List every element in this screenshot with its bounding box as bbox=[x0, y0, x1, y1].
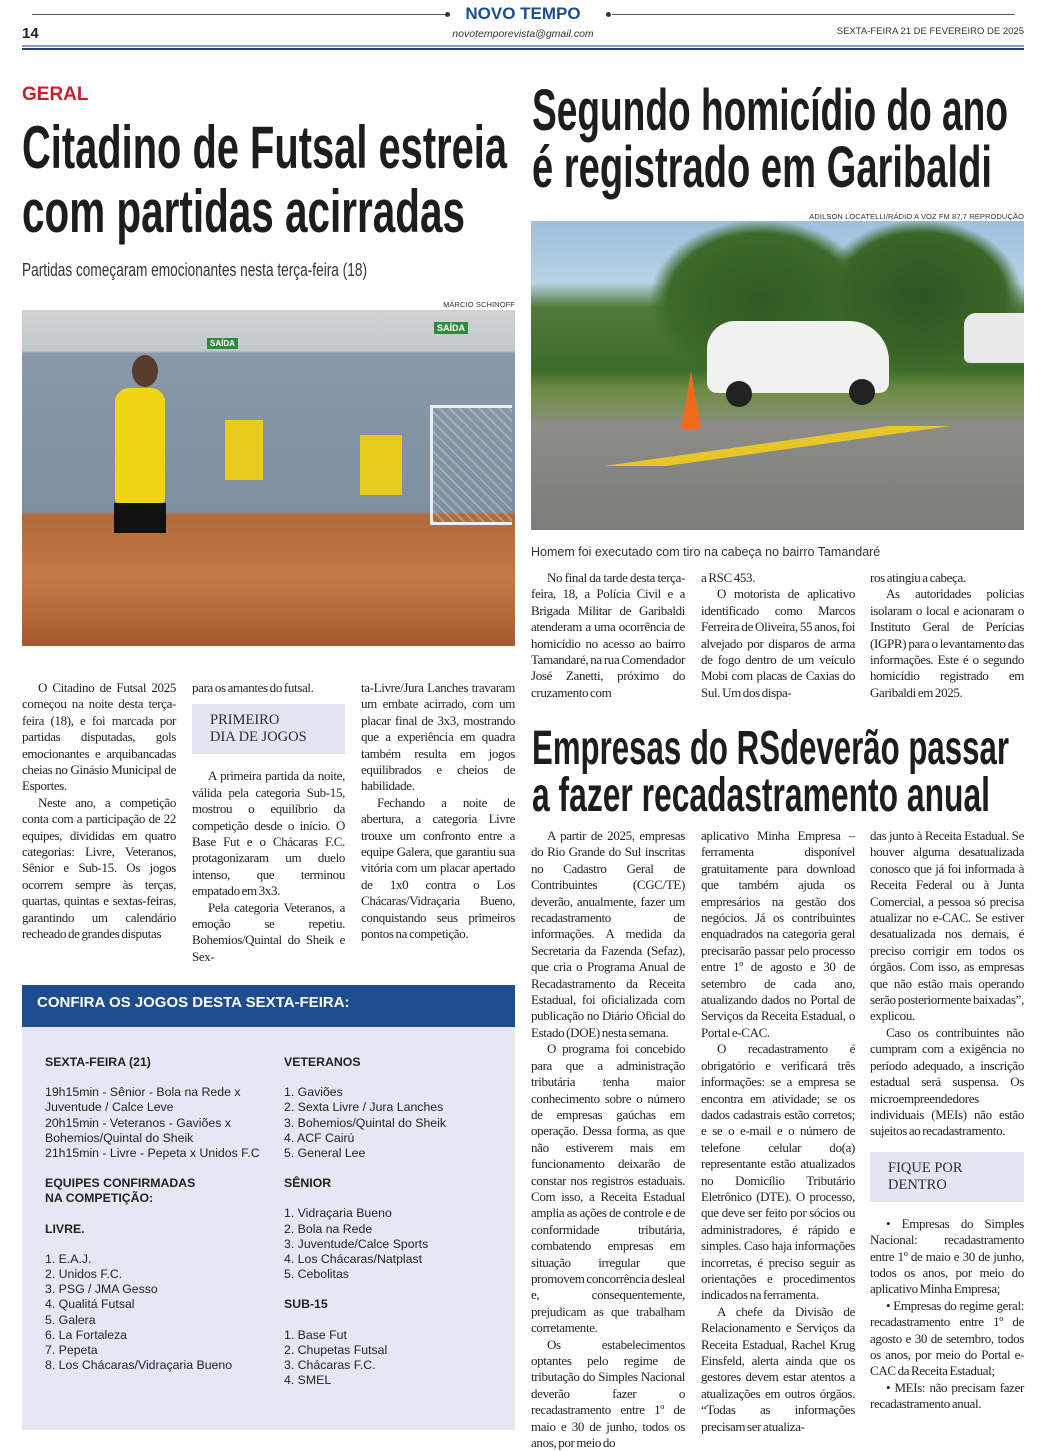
paragraph: Caso os contribuintes não cumpram com a exigência no período adequado, a inscrição estadual será suspensa. Os microempreendedores individuais (MEIs) não estão sujeitos ao recadastramento. bbox=[870, 1024, 1024, 1139]
list-item: 5. General Lee bbox=[284, 1146, 366, 1161]
photo-credit: ADILSON LOCATELLI/RÁDIO A VOZ FM 87,7 REPRODUÇÃO bbox=[809, 212, 1024, 221]
exit-sign: SAÍDA bbox=[207, 338, 238, 349]
list-item: 1. Base Fut bbox=[284, 1327, 347, 1342]
empresas-column bbox=[531, 828, 685, 1451]
list-item: 19h15min - Sênior - Bola na Rede x bbox=[45, 1085, 241, 1100]
list-item: 7. Pepeta bbox=[45, 1343, 98, 1358]
paragraph: A partir de 2025, empresas do Rio Grande do Sul inscritas no Cadastro Geral de Contribuintes (CGC/TE) deverão, anualmente, fazer um recadastramento de informações. A medida da Secretaria da Fazenda (Sefaz), que cria o Programa Anual de Recadastramento da Receita Estadual, foi oficializada com publicação no Diário Oficial do Estado (DOE) nesta semana. bbox=[531, 828, 685, 1040]
paragraph: No final da tarde desta terça-feira, 18, a Polícia Civil e a Brigada Militar de Garibaldi atenderam a uma ocorrência de homicídio no acesso ao bairro Tamandaré, na rua Comendador José Zanetti, próximo do cruzamento com bbox=[531, 570, 685, 700]
futsal-photo bbox=[22, 310, 515, 646]
rule-dot bbox=[445, 12, 450, 17]
list-item: 1. E.A.J. bbox=[45, 1251, 92, 1266]
homicide-headline bbox=[532, 78, 1022, 200]
rule-right bbox=[612, 14, 1015, 15]
headline-line: Segundo homicídio do ano bbox=[532, 78, 1008, 143]
paragraph: a RSC 453. bbox=[701, 570, 756, 585]
list-item: Juventude / Calce Leve bbox=[45, 1100, 174, 1115]
crime-scene-photo bbox=[531, 221, 1024, 530]
section-label: GERAL bbox=[22, 84, 89, 105]
bullet-item: • Empresas do regime geral: recadastramento entre 1º de agosto e 30 de setembro, todos os anos, por meio do Portal e-CAC da Receita Estadual; bbox=[870, 1297, 1024, 1379]
list-item: 1. Vidraçaria Bueno bbox=[284, 1206, 392, 1221]
empresas-column bbox=[870, 828, 1024, 1413]
headline-line: é registrado em Garibaldi bbox=[532, 135, 992, 200]
futsal-subheadline bbox=[22, 258, 382, 282]
paragraph: O motorista de aplicativo identificado como Marcos Ferreira de Oliveira, 55 anos, foi alvejado por disparos de arma de fogo dentro de um veículo Mobi com placas de Caxias do Sul. Um dos dispa- bbox=[701, 586, 855, 700]
list-item: 5. Galera bbox=[45, 1312, 96, 1327]
list-item: 2. Sexta Livre / Jura Lanches bbox=[284, 1100, 444, 1115]
subhead-line: FIQUE POR bbox=[888, 1159, 963, 1176]
empresas-column bbox=[701, 828, 855, 1435]
paragraph: A primeira partida da noite, válida pela categoria Sub-15, mostrou o equilíbrio da competição desde o início. O Base Fut e o Chácaras F.C. protagonizaram um duelo intenso, que terminou empatado em 3x3. bbox=[192, 768, 345, 899]
goal-net bbox=[430, 405, 512, 525]
list-item: 3. Bohemios/Quintal do Sheik bbox=[284, 1115, 447, 1130]
list-item: 4. Los Chácaras/Natplast bbox=[284, 1252, 423, 1267]
sub15-heading: SUB-15 bbox=[284, 1297, 328, 1312]
subhead-line: DENTRO bbox=[888, 1176, 947, 1193]
games-box-title: CONFIRA OS JOGOS DESTA SEXTA-FEIRA: bbox=[22, 985, 515, 1027]
list-item: 3. PSG / JMA Gesso bbox=[45, 1282, 158, 1297]
player-shorts bbox=[114, 503, 166, 533]
list-item: 3. Juventude/Calce Sports bbox=[284, 1236, 429, 1251]
bullet-item: • Empresas do Simples Nacional: recadastramento entre 1º de maio e 30 de junho, todos os anos, por meio do aplicativo Minha Empresa; bbox=[870, 1215, 1024, 1297]
veteranos-heading: VETERANOS bbox=[284, 1055, 361, 1069]
list-item: EQUIPES CONFIRMADAS bbox=[45, 1176, 196, 1191]
list-item: 2. Bola na Rede bbox=[284, 1221, 373, 1236]
traffic-cone bbox=[681, 371, 701, 429]
paragraph: Os estabelecimentos optantes pelo regime de tributação do Simples Nacional deverão fazer o recadastramento entre 1º de maio e 30 de junho, todos os anos, por meio do bbox=[531, 1336, 685, 1451]
sub15-list bbox=[284, 1328, 504, 1389]
list-item: 1. Gaviões bbox=[284, 1085, 343, 1100]
paragraph: O Citadino de Futsal 2025 começou na noite desta terça-feira (18), e foi marcada por partidas disputadas, gols emocionantes e arquibancadas cheias no Ginásio Municipal de Esportes. bbox=[22, 680, 176, 794]
player bbox=[360, 435, 402, 495]
subhead-box bbox=[192, 704, 345, 754]
headline-line: com partidas acirradas bbox=[22, 178, 465, 245]
paragraph: Fechando a noite de abertura, a categoria Livre trouxe um confronto entre a equipe Galera, que garantiu sua vitória com um placar apertado de 1x0 contra o Los Chácaras/Vidraçaria Bueno, conquistando seus primeiros pontos na competição. bbox=[361, 794, 515, 942]
list-item: 4. Qualitá Futsal bbox=[45, 1297, 135, 1312]
homicide-column bbox=[701, 570, 855, 701]
paragraph: ros atingiu a cabeça. bbox=[870, 570, 966, 585]
paragraph: Neste ano, a competição conta com a participação de 22 equipes, divididas em quatro categorias: Livre, Veteranos, Sênior e Sub-15. Os jogos ocorrem sempre às terças, quartas, quintas e sextas-feiras, garantindo um calendário recheado de grandes disputas bbox=[22, 794, 176, 942]
games-right-column bbox=[284, 1055, 504, 1403]
player bbox=[115, 388, 165, 503]
photo-credit: MÁRCIO SCHINOFF bbox=[443, 300, 515, 309]
games-box bbox=[22, 985, 515, 1430]
paragraph: para os amantes do futsal. bbox=[192, 680, 314, 695]
rule-dot bbox=[606, 12, 611, 17]
schedule-heading: SEXTA-FEIRA (21) bbox=[45, 1055, 151, 1069]
list-item: 8. Los Chácaras/Vidraçaria Bueno bbox=[45, 1358, 233, 1373]
player-head bbox=[132, 355, 158, 387]
photo-caption: Homem foi executado com tiro na cabeça no bairro Tamandaré bbox=[531, 545, 881, 559]
list-item: NA COMPETIÇÃO: bbox=[45, 1191, 154, 1206]
list-item: 2. Chupetas Futsal bbox=[284, 1342, 388, 1357]
veteranos-list bbox=[284, 1085, 504, 1161]
page-number: 14 bbox=[22, 25, 39, 42]
teams-heading bbox=[45, 1176, 275, 1206]
double-rule bbox=[22, 45, 1024, 47]
paragraph: das junto à Receita Estadual. Se houver alguma desatualizada conosco que já foi informada à Receita Federal ou à Junta Comercial, a pessoa só precisa atualizar no e-CAC. Se estiver desatualizada nos demais, é preciso corrigir em todos os órgãos. Com isso, as empresas que não estão mais operando serão posteriormente baixadas”, explicou. bbox=[870, 828, 1024, 1024]
headline-line: Citadino de Futsal estreia bbox=[22, 114, 508, 181]
senior-list bbox=[284, 1206, 504, 1282]
list-item: 2. Unidos F.C. bbox=[45, 1267, 123, 1282]
schedule-list bbox=[45, 1085, 275, 1161]
list-item: 4. SMEL bbox=[284, 1373, 332, 1388]
futsal-headline bbox=[22, 114, 512, 245]
brand-logo: NOVO TEMPO bbox=[465, 4, 581, 23]
paragraph: O programa foi concebido para que a administração tributária tenha maior conhecimento sobre o número de empresas gaúchas em operação. Dessa forma, as que não estiverem mais em funcionamento deixarão de constar nos registros estaduais. Com isso, a Receita Estadual amplia as ações de controle e de conformidade tributária, combatendo empresas em situação irregular que promovem concorrência desleal e, consequentemente, prejudicam as que trabalham corretamente. bbox=[531, 1041, 685, 1336]
list-item: 20h15min - Veteranos - Gaviões x bbox=[45, 1115, 231, 1130]
subhead-box bbox=[870, 1152, 1024, 1202]
subhead-line: DIA DE JOGOS bbox=[210, 729, 307, 746]
car-wheel bbox=[849, 379, 875, 405]
livre-list bbox=[45, 1252, 275, 1374]
headline-line: Empresas do RSdeverão passar bbox=[532, 722, 1009, 775]
paragraph: ta-Livre/Jura Lanches travaram um embate acirrado, com um placar final de 3x3, mostrando que a experiência em quadra também resulta em jogos equilibrados e cheios de habilidade. bbox=[361, 680, 515, 794]
list-item: 4. ACF Cairú bbox=[284, 1130, 355, 1145]
list-item: 3. Chácaras F.C. bbox=[284, 1358, 376, 1373]
empresas-headline bbox=[532, 722, 1022, 822]
paragraph: O recadastramento é obrigatório e verificará três informações: se a empresa se encontra em atividade; se os dados cadastrais estão corretos; e se o e-mail e o número de telefone celular do(a) representante estão atualizados no Domicílio Tributário Eletrônico (DTE). O processo, que deve ser feito por sócios ou administradores, é rápido e simples. Caso haja informações incorretas, é preciso seguir as orientações e procedimentos indicados na ferramenta. bbox=[701, 1041, 855, 1303]
senior-heading: SÊNIOR bbox=[284, 1176, 332, 1191]
list-item: Bohemios/Quintal do Sheik bbox=[45, 1130, 194, 1145]
paragraph: As autoridades policias isolaram o local e acionaram o Instituto Geral de Perícias (IGPR) para o levantamento das informações. Este é o segundo homicídio registrado em Garibaldi em 2025. bbox=[870, 586, 1024, 700]
list-item: 21h15min - Livre - Pepeta x Unidos F.C bbox=[45, 1146, 260, 1161]
car-wheel bbox=[726, 381, 752, 407]
homicide-column bbox=[870, 570, 1024, 701]
police-car bbox=[964, 313, 1024, 363]
paragraph: Pela categoria Veteranos, a emoção se repetiu. Bohemios/Quintal do Sheik e Sex- bbox=[192, 899, 345, 964]
paragraph: aplicativo Minha Empresa – ferramenta disponível gratuitamente para download que também ajuda os empresários na gestão dos negócios. Já os contribuintes enquadrados na categoria geral precisarão passar pelo processo entre 1º de agosto e 30 de setembro de cada ano, atualizando dados no Portal de Serviços da Receita Estadual, o Portal e-CAC. bbox=[701, 828, 855, 1040]
contact-email: novotemporevista@gmail.com bbox=[452, 28, 594, 40]
homicide-column bbox=[531, 570, 685, 701]
exit-sign: SAÍDA bbox=[434, 322, 468, 334]
futsal-column bbox=[22, 680, 176, 943]
rule-left bbox=[32, 14, 445, 15]
list-item: 6. La Fortaleza bbox=[45, 1327, 128, 1342]
list-item: 5. Cebolitas bbox=[284, 1267, 349, 1282]
headline-line: a fazer recadastramento anual bbox=[532, 769, 990, 822]
double-rule bbox=[22, 48, 1024, 50]
player bbox=[225, 420, 263, 480]
futsal-column bbox=[361, 680, 515, 943]
svg-text:Partidas começaram emocionante: Partidas começaram emocionantes nesta terça-feira (18) bbox=[22, 260, 367, 280]
paragraph: A chefe da Divisão de Relacionamento e Serviços da Receita Estadual, Rachel Krug Einsfeld, alerta ainda que os gestores devem estar atentos a atualizações em outros órgãos. “Todas as informações precisam ser atualiza- bbox=[701, 1303, 855, 1434]
road-line bbox=[531, 426, 1024, 466]
bullet-item: • MEIs: não precisam fazer recadastramento anual. bbox=[870, 1379, 1024, 1412]
livre-heading: LIVRE. bbox=[45, 1221, 85, 1236]
futsal-column bbox=[192, 680, 345, 965]
subhead-line: PRIMEIRO bbox=[210, 712, 280, 729]
games-left-column bbox=[45, 1055, 275, 1388]
issue-date: SEXTA-FEIRA 21 DE FEVEREIRO DE 2025 bbox=[836, 26, 1024, 37]
